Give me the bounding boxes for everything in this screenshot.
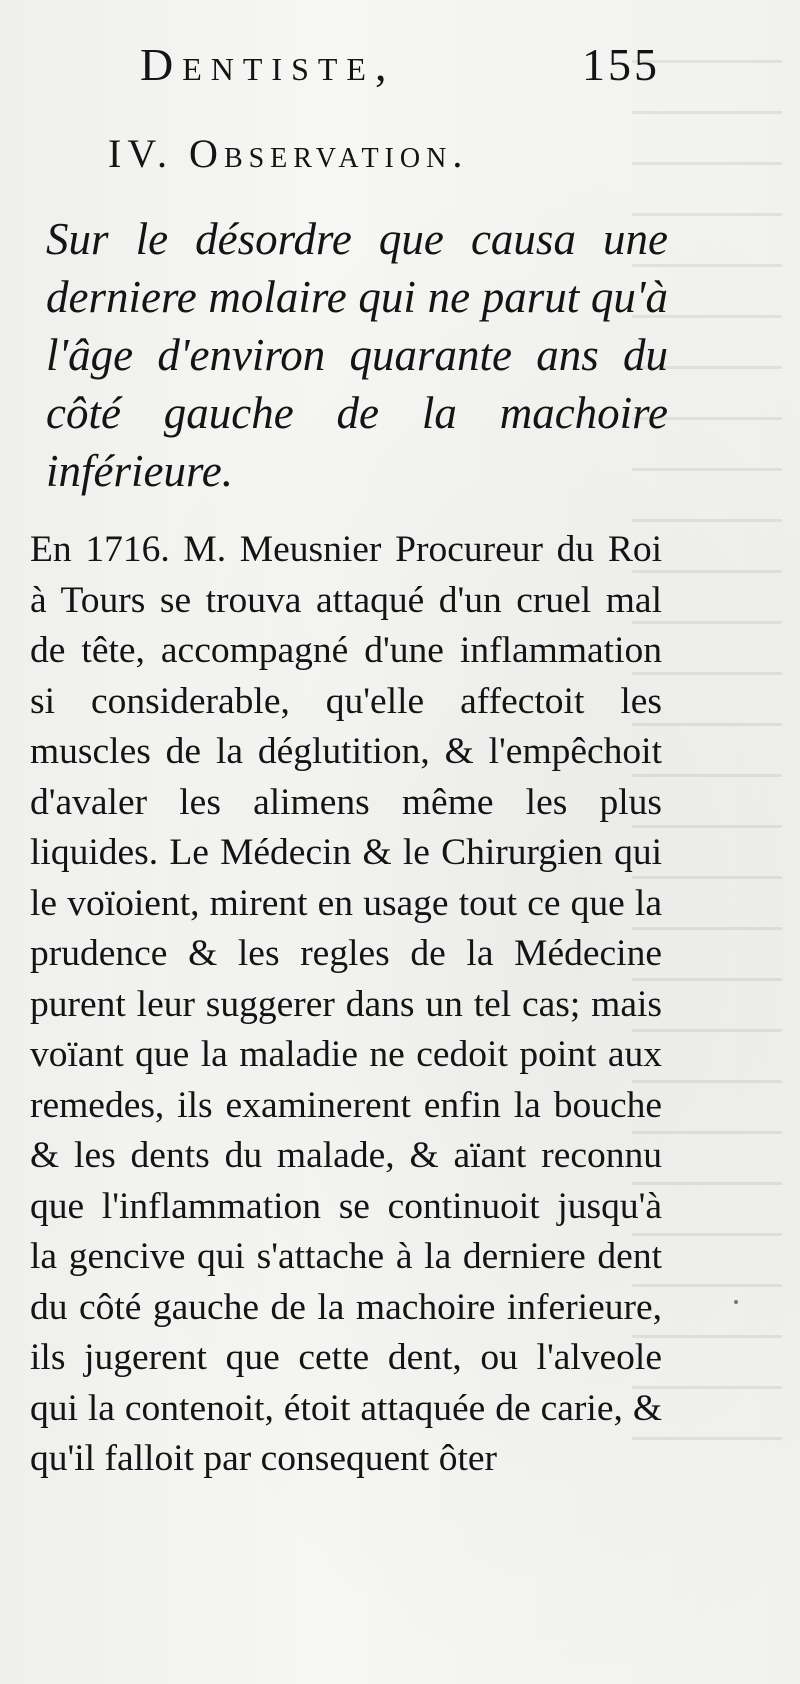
running-title: Dentiste, <box>140 39 396 90</box>
body-paragraph: En 1716. M. Meusnier Procureur du Roi à Tours se trouva attaqué d'un cruel mal de tête, accompagné d'une inflammation si considerable, qu'elle affectoit les muscles de la déglutition, & l'empêchoit d'avaler les alimens même les plus liquides. Le Médecin & le Chirurgien qui le voïoient, mirent en usage tout ce que la prudence & les regles de la Médecine purent leur suggerer dans un tel cas; mais voïant que la maladie ne cedoit point aux remedes, ils examinerent enfin la bouche & les dents du malade, & aïant reconnu que l'inflammation se continuoit jusqu'à la gencive qui s'attache à la derniere dent du côté gauche de la machoire inferieure, ils jugerent que cette dent, ou l'alveole qui la contenoit, étoit attaquée de carie, & qu'il falloit par consequent ôter <box>30 529 662 1479</box>
observation-subtitle: Sur le désordre que causa une derniere molaire qui ne parut qu'à l'âge d'environ quarante ans du côté gauche de la machoire inférieure. <box>46 214 668 496</box>
paper-speck <box>734 1300 738 1304</box>
page-number: 155 <box>582 39 660 90</box>
observation-heading: IV. Observation. <box>108 131 469 176</box>
page-header <box>140 38 660 98</box>
